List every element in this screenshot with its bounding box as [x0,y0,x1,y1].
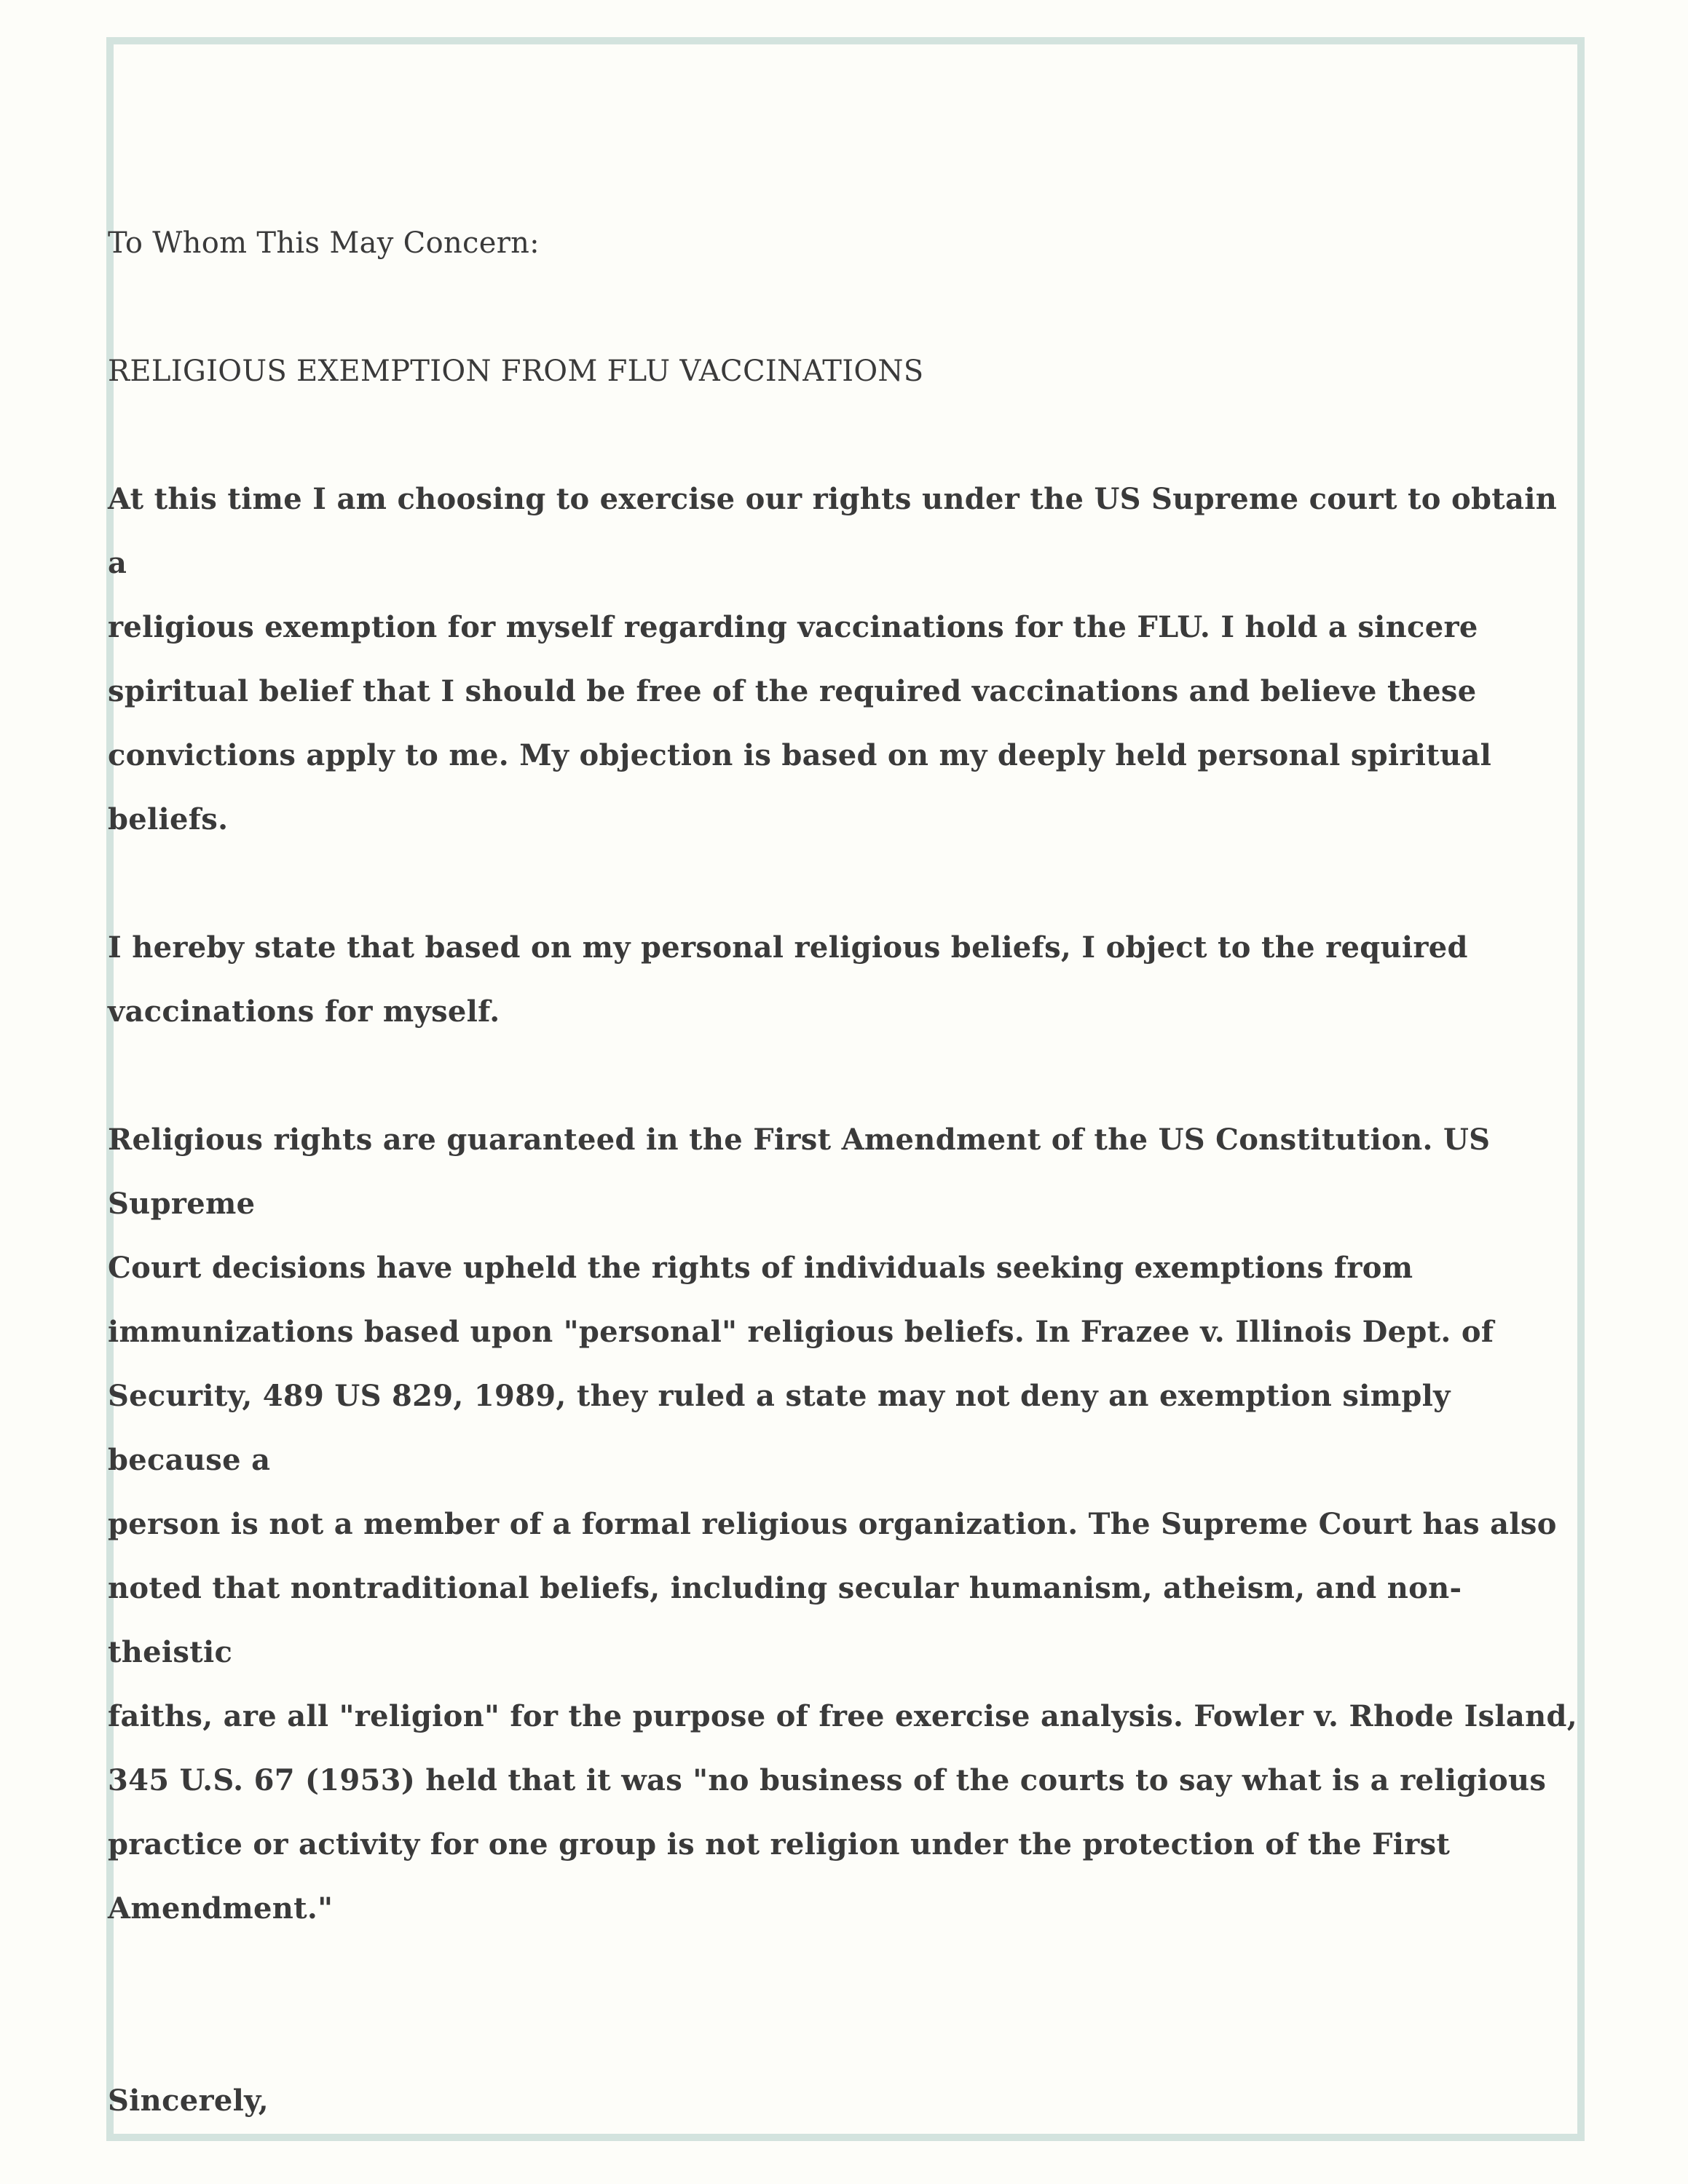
salutation: To Whom This May Concern: [108,226,540,260]
paragraph-objection-statement: I hereby state that based on my personal religious beliefs, I object to the required vaccinations for myself. [108,930,1468,1029]
letter-body [108,211,1586,2133]
subject-line: RELIGIOUS EXEMPTION FROM FLU VACCINATIONS [108,355,924,388]
paragraph-legal-basis: Religious rights are guaranteed in the First Amendment of the US Constitution. US Supreme Court decisions have upheld the rights of individuals seeking exemptions from immunizations based upon "personal" religious beliefs. In Frazee v. Illinois Dept. of Security, 489 US 829, 1989, they ruled a state may not deny an exemption simply because a person is not a member of a formal religious organization. The Supreme Court has also noted that nontraditional beliefs, including secular humanism, atheism, and non-theistic faiths, are all "religion" for the purpose of free exercise analysis. Fowler v. Rhode Island, 345 U.S. 67 (1953) held that it was "no business of the courts to say what is a religious practice or activity for one group is not religion under the protection of the First Amendment." [108,1123,1578,1926]
paragraph-exemption-request: At this time I am choosing to exercise our rights under the US Supreme court to obtain a religious exemption for myself regarding vaccinations for the FLU. I hold a sincere spiritual belief that I should be free of the required vaccinations and believe these convictions apply to me. My objection is based on my deeply held personal spiritual beliefs. [108,482,1558,836]
closing: Sincerely, [108,2084,269,2118]
